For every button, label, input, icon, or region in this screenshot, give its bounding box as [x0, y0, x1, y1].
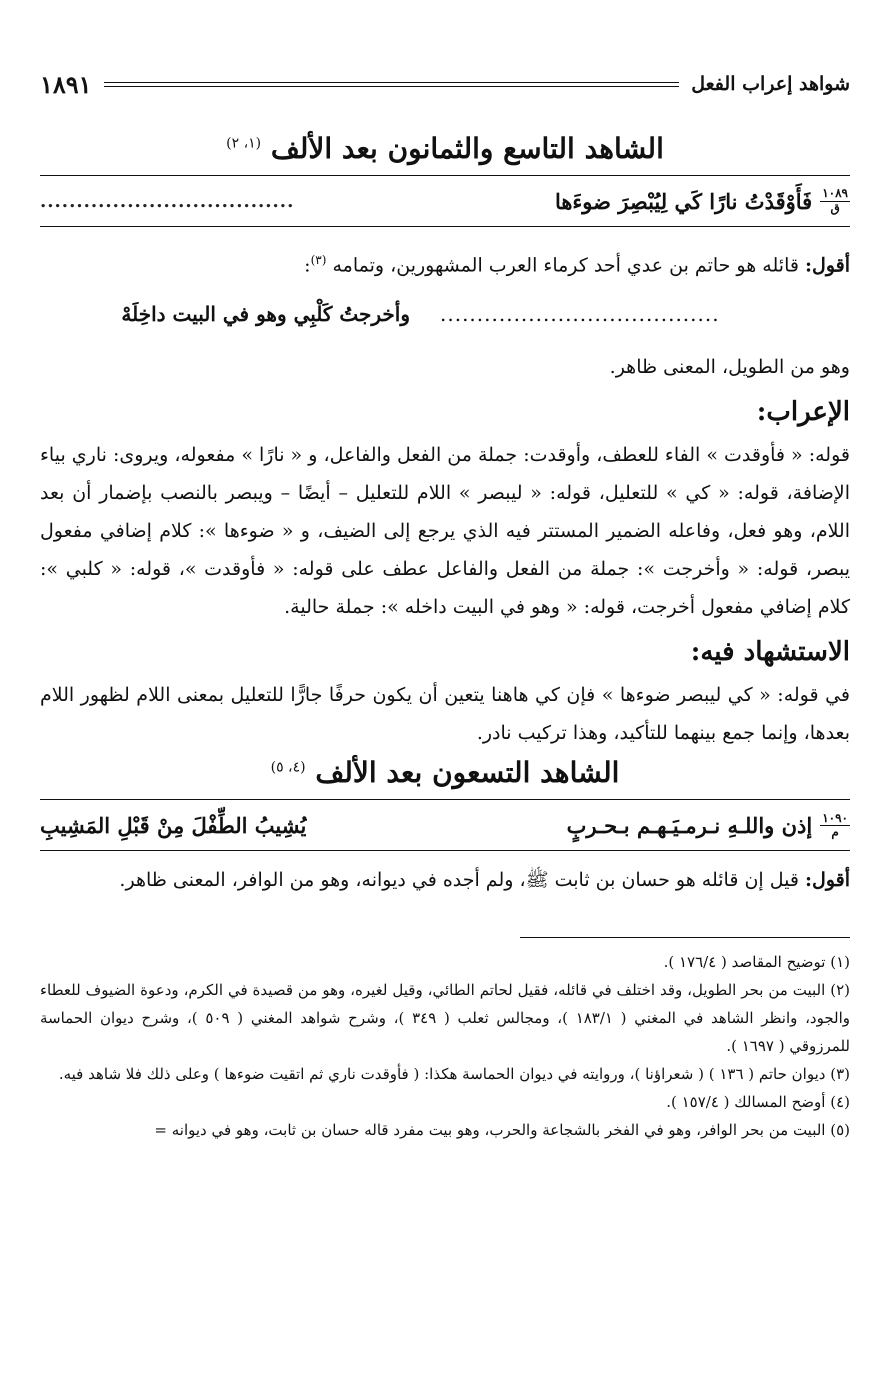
completion-hemistich: وأخرجتُ كَلْبِي وهو في البيت داخِلَهْ	[121, 302, 410, 327]
shahid-1-footnote-refs: (١، ٢)	[226, 135, 262, 152]
running-title: شواهد إعراب الفعل	[691, 73, 850, 95]
page-number: ١٨٩١	[40, 69, 92, 99]
aqwal-footnote-ref: (٣)	[310, 253, 327, 267]
footnote-1: (١) توضيح المقاصد ( ١٧٦/٤ ).	[663, 953, 850, 972]
verse-number-1089	[820, 187, 850, 214]
shahid-2-footnote-refs: (٤، ٥)	[270, 760, 306, 776]
footnote-3: (٣) ديوان حاتم ( ١٣٦ ) ( شعراؤنا )، وروايته في ديوان الحماسة هكذا: ( فأوقدت ناري ثم اتقيت ضوءها ) وعلى ذلك فلا شاهد فيه.	[58, 1065, 850, 1084]
shahid-1-verse	[40, 176, 850, 226]
verse-second-hemistich: يُشِيبُ الطِّفْلَ مِنْ قَبْلِ المَشِيبِ	[40, 812, 307, 838]
shahid-1-title	[40, 132, 850, 165]
istishhad-heading: الاستشهاد فيه:	[690, 637, 850, 668]
footnotes	[40, 948, 850, 1144]
aqwal-text: قيل إن قائله هو حسان بن ثابت ﷺ، ولم أجده في ديوانه، وهو من الوافر، المعنى ظاهر.	[119, 869, 799, 892]
footnote-5: (٥) البيت من بحر الوافر، وهو في الفخر بالشجاعة والحرب، وهو بيت مفرد قاله حسان بن ثابت، وهو في ديوانه =	[154, 1121, 850, 1140]
aqwal-colon: :	[304, 254, 311, 277]
shahid-2-aqwal	[40, 861, 850, 899]
irab-heading: الإعراب:	[756, 397, 850, 428]
aqwal-label: أقول:	[805, 254, 850, 277]
irab-paragraph: قوله: « فأوقدت » الفاء للعطف، وأوقدت: جملة من الفعل والفاعل، و « نارًا » مفعوله، ويروى: ناري بياء الإضافة، قوله: « كي » للتعليل، قوله: « ليبصر » اللام للتعليل – أيضًا – ويبصر بالنصب بإضمار أن بعد اللام، وهو فعل، وفاعله الضمير المستتر فيه الذي يرجع إلى الضيف، و « ضوءها »: كلام إضافي مفعول يبصر، قوله: « وأخرجت »: جملة من الفعل والفاعل عطف على قوله: « فأوقدت »، قوله: « كلبي »: كلام إضافي مفعول أخرجت، قوله: « وهو في البيت داخله »: جملة حالية.	[40, 444, 850, 619]
footnote-4: (٤) أوضح المسالك ( ١٥٧/٤ ).	[666, 1093, 850, 1112]
verse-completion	[40, 284, 850, 344]
section-divider	[40, 226, 850, 227]
running-header	[40, 64, 850, 104]
verse-number-1090	[820, 812, 850, 839]
verse-first-hemistich: إذن واللـهِ نـرمـيَـهـم بـحـربٍ	[566, 812, 813, 838]
verse-first-hemistich: فَأَوْقَدْتُ نارًا كَي لِيُبْصِرَ ضوءَها	[554, 188, 813, 214]
shahid-2-verse	[40, 800, 850, 850]
aqwal-label: أقول:	[805, 869, 850, 892]
book-page	[40, 64, 850, 1144]
header-double-rule	[104, 82, 680, 87]
footnote-2: (٢) البيت من بحر الطويل، وقد اختلف في قائله، فقيل لحاتم الطائي، وقيل لغيره، وهو من قصيدة في الكرم، ودعوة الضيوف للعطاء والجود، وانظر الشاهد في المغني ( ١٨٣/١ )، ومجالس ثعلب ( ٣٤٩ )، وشرح شواهد المغني ( ٥٠٩ )، وشرح ديوان الحماسة للمرزوقي ( ١٦٩٧ ).	[40, 981, 851, 1056]
shahid-1-title-text: الشاهد التاسع والثمانون بعد الألف	[270, 132, 664, 165]
meter-note: وهو من الطويل، المعنى ظاهر.	[609, 356, 850, 379]
verse-tag: ق	[830, 200, 840, 215]
verse-number: ١٠٩٠	[822, 810, 848, 825]
shahid-2-title	[40, 756, 850, 789]
aqwal-text: قائله هو حاتم بن عدي أحد كرماء العرب المشهورين، وتمامه	[332, 254, 799, 277]
footnote-rule	[520, 937, 850, 938]
verse-tag: م	[831, 824, 839, 839]
istishhad-paragraph: في قوله: « كي ليبصر ضوءها » فإن كي هاهنا يتعين أن يكون حرفًا جارًّا للتعليل بمعنى اللام لظهور اللام بعدها، وإنما جمع بينهما للتأكيد، وهذا تركيب نادر.	[40, 684, 850, 745]
verse-number: ١٠٨٩	[822, 186, 848, 201]
section-divider	[40, 850, 850, 851]
shahid-1-aqwal	[40, 241, 850, 284]
verse-ellipsis: ...................................	[40, 190, 295, 212]
completion-ellipsis: ......................................	[440, 302, 720, 327]
shahid-2-title-text: الشاهد التسعون بعد الألف	[315, 756, 620, 790]
